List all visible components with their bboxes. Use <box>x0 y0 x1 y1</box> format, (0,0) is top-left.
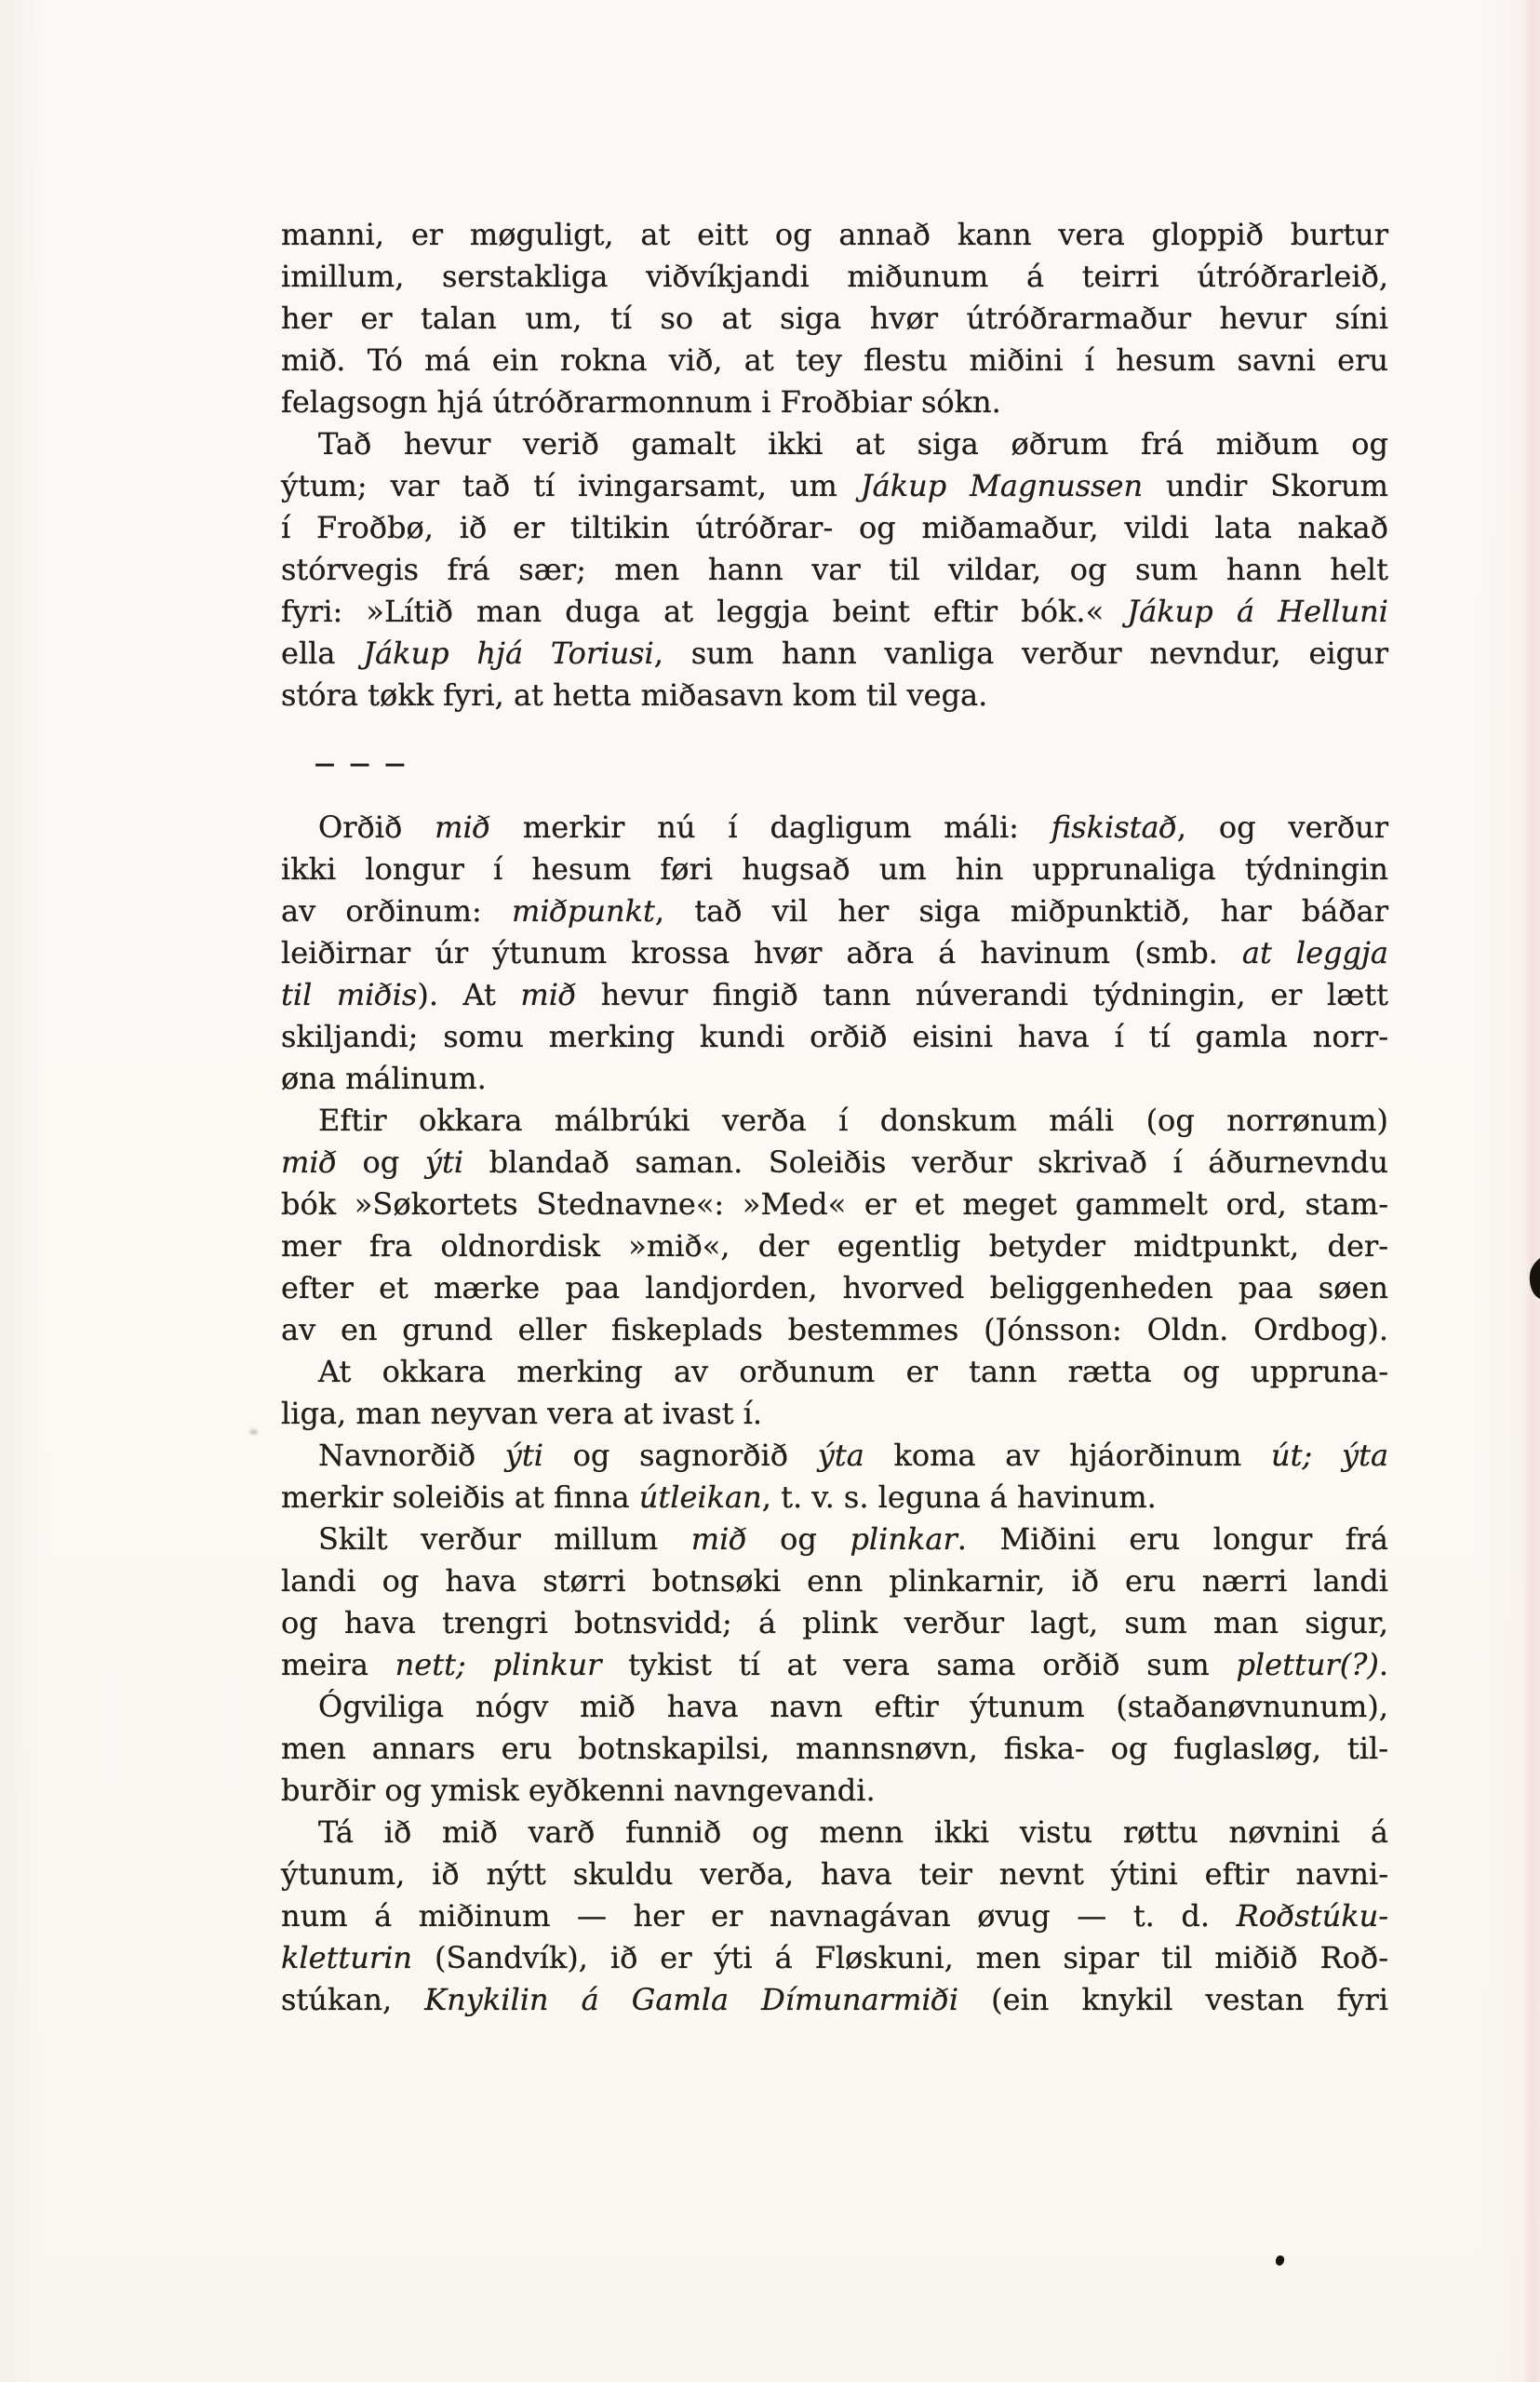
text-line: burðir og ymisk eyðkenni navngevandi. <box>281 1773 876 1808</box>
text-line: num á miðinum — her er navnagávan øvug — t. d. Roðstúku- <box>281 1898 1388 1934</box>
text-line: Eftir okkara málbrúki verða í donskum máli (og norrønum) <box>318 1103 1388 1138</box>
text-line: her er talan um, tí so at siga hvør útróðrarmaður hevur síni <box>281 301 1388 336</box>
text-line: øna málinum. <box>281 1061 487 1096</box>
text-line: Ógviliga nógv mið hava navn eftir ýtunum (staðanøvnunum), <box>318 1689 1388 1724</box>
text-line: bók »Søkortets Stednavne«: »Med« er et meget gammelt ord, stam- <box>281 1186 1388 1222</box>
text-line: mið og ýti blandað saman. Soleiðis verður skrivað í áðurnevndu <box>281 1144 1389 1180</box>
text-line: manni, er møguligt, at eitt og annað kann vera gloppið burtur <box>281 217 1388 252</box>
text-line: mer fra oldnordisk »mið«, der egentlig betyder midtpunkt, der- <box>281 1228 1388 1264</box>
text-line: liga, man neyvan vera at ivast í. <box>281 1396 763 1431</box>
text-line: merkir soleiðis at finna útleikan, t. v. s. leguna á havinum. <box>281 1479 1157 1515</box>
text-line: stórvegis frá sær; men hann var til vildar, og sum hann helt <box>281 552 1388 587</box>
text-line: Tað hevur verið gamalt ikki at siga øðrum frá miðum og <box>318 426 1388 462</box>
text-line: kletturin (Sandvík), ið er ýti á Fløskuni, men sipar til miðið Roð- <box>281 1940 1388 1975</box>
text-line: meira nett; plinkur tykist tí at vera sama orðið sum plettur(?). <box>281 1647 1389 1682</box>
text-line: stóra tøkk fyri, at hetta miðasavn kom til vega. <box>281 677 988 713</box>
text-line: At okkara merking av orðunum er tann rætta og uppruna- <box>318 1354 1388 1389</box>
text-line: av orðinum: miðpunkt, tað vil her siga miðpunktið, har báðar <box>281 893 1389 929</box>
text-line: efter et mærke paa landjorden, hvorved beliggenheden paa søen <box>281 1270 1388 1305</box>
section-separator: — — — <box>315 752 409 776</box>
text-line: landi og hava størri botnsøki enn plinkarnir, ið eru nærri landi <box>281 1563 1388 1599</box>
text-block <box>281 214 1388 2021</box>
text-line: ýtum; var tað tí ivingarsamt, um Jákup Magnussen undir Skorum <box>281 468 1389 503</box>
ink-dot <box>1275 2255 1285 2267</box>
text-line: og hava trengri botnsvidd; á plink verður lagt, sum man sigur, <box>281 1605 1388 1640</box>
text-line: men annars eru botnskapilsi, mannsnøvn, fiska- og fuglasløg, til- <box>281 1731 1388 1766</box>
text-line: av en grund eller fiskeplads bestemmes (Jónsson: Oldn. Ordbog). <box>281 1312 1388 1347</box>
text-line: skiljandi; somu merking kundi orðið eisini hava í tí gamla norr- <box>281 1019 1388 1054</box>
text-line: imillum, serstakliga viðvíkjandi miðunum á teirri útróðrarleið, <box>281 259 1388 294</box>
text-line: stúkan, Knykilin á Gamla Dímunarmiði (ein knykil vestan fyri <box>281 1982 1389 2017</box>
page-edge-shading <box>1523 0 1540 2382</box>
text-line: til miðis). At mið hevur fingið tann núverandi týdningin, er lætt <box>281 977 1389 1012</box>
text-line: mið. Tó má ein rokna við, at tey flestu miðini í hesum savni eru <box>281 342 1388 378</box>
text-line: Skilt verður millum mið og plinkar. Miðini eru longur frá <box>318 1521 1389 1557</box>
page-curl-mark <box>1529 1258 1540 1299</box>
ink-speck <box>249 1429 258 1435</box>
text-line: ýtunum, ið nýtt skuldu verða, hava teir nevnt ýtini eftir navni- <box>281 1856 1388 1892</box>
text-line: leiðirnar úr ýtunum krossa hvør aðra á havinum (smb. at leggja <box>281 935 1389 970</box>
text-line: Orðið mið merkir nú í dagligum máli: fiskistað, og verður <box>318 810 1389 845</box>
text-line: felagsogn hjá útróðrarmonnum i Froðbiar sókn. <box>281 384 1001 420</box>
text-line: í Froðbø, ið er tiltikin útróðrar- og miðamaður, vildi lata nakað <box>281 510 1388 545</box>
text-line: Navnorðið ýti og sagnorðið ýta koma av hjáorðinum út; ýta <box>318 1438 1389 1473</box>
text-line: ella Jákup hjá Toriusi, sum hann vanliga verður nevndur, eigur <box>281 636 1389 671</box>
text-line: Tá ið mið varð funnið og menn ikki vistu røttu nøvnini á <box>318 1814 1388 1850</box>
text-line: fyri: »Lítið man duga at leggja beint eftir bók.« Jákup á Helluni <box>281 594 1389 629</box>
text-line: ikki longur í hesum føri hugsað um hin upprunaliga týdningin <box>281 851 1388 887</box>
